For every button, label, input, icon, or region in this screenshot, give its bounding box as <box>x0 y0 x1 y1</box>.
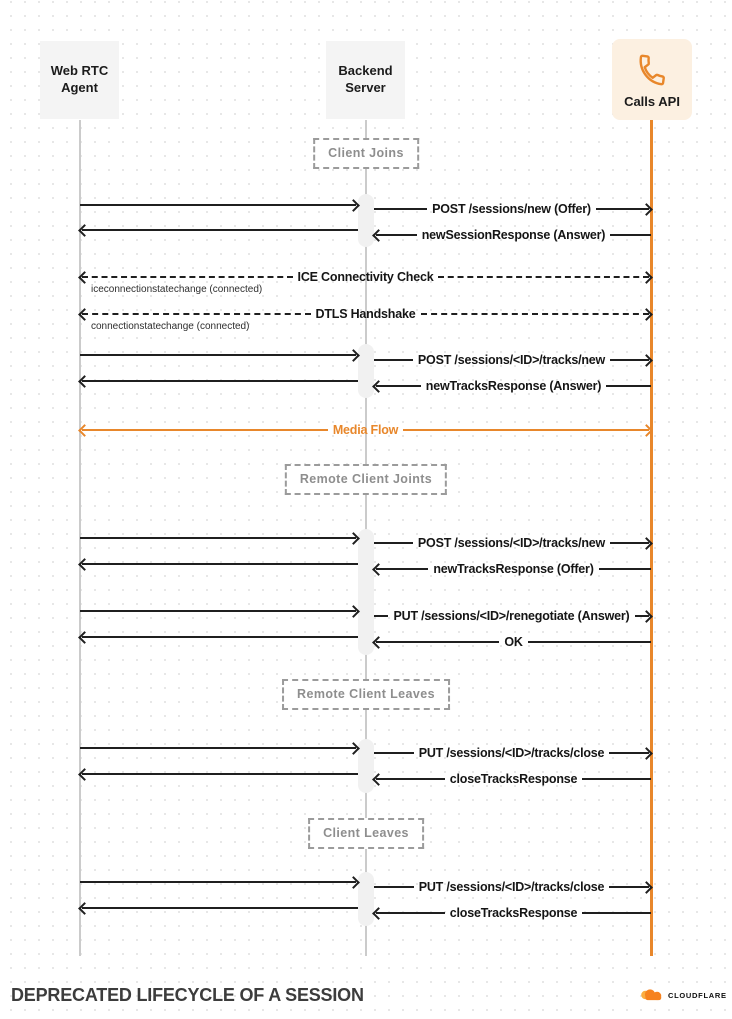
relay-request-arrow <box>80 738 358 758</box>
arrowhead-left-icon <box>78 558 91 571</box>
arrow-close-tracks-response <box>374 903 651 923</box>
event-sub-label: connectionstatechange (connected) <box>91 321 250 332</box>
arrow-new-tracks-response-answer <box>374 376 651 396</box>
activation-bar <box>358 529 374 655</box>
arrow-post-tracks-new <box>374 350 651 370</box>
relay-response-arrow <box>80 554 358 574</box>
message-label: POST /sessions/<ID>/tracks/new <box>417 535 606 550</box>
relay-response-arrow <box>80 627 358 647</box>
arrowhead-right-icon <box>347 532 360 545</box>
relay-request-arrow <box>80 872 358 892</box>
message-label: DTLS Handshake <box>315 306 416 321</box>
message-label: PUT /sessions/<ID>/tracks/close <box>418 745 605 760</box>
message-label: POST /sessions/<ID>/tracks/new <box>417 352 606 367</box>
arrow-line <box>80 204 356 206</box>
arrow-put-renegotiate <box>374 606 651 626</box>
arrowhead-right-icon <box>640 537 653 550</box>
event-sub-label: iceconnectionstatechange (connected) <box>91 284 263 295</box>
arrowhead-right-icon <box>347 742 360 755</box>
arrowhead-left-icon <box>372 636 385 649</box>
arrow-ice-connectivity-check <box>80 267 651 295</box>
arrow-put-tracks-close <box>374 877 651 897</box>
section-client-leaves: Client Leaves <box>308 818 424 849</box>
actor-label: Backend Server <box>338 63 393 95</box>
relay-request-arrow <box>80 528 358 548</box>
brand-name: CLOUDFLARE <box>668 990 727 1000</box>
arrowhead-left-icon <box>78 902 91 915</box>
arrowhead-right-icon <box>347 199 360 212</box>
message-label: POST /sessions/new (Offer) <box>432 201 591 216</box>
activation-bar <box>358 739 374 793</box>
message-label: PUT /sessions/<ID>/renegotiate (Answer) <box>393 608 630 623</box>
arrowhead-left-icon <box>78 424 91 437</box>
arrowhead-left-icon <box>78 271 91 284</box>
arrowhead-right-icon <box>640 424 653 437</box>
message-label: Media Flow <box>332 422 399 437</box>
arrowhead-left-icon <box>372 229 385 242</box>
arrowhead-left-icon <box>372 380 385 393</box>
arrow-new-tracks-response-offer <box>374 559 651 579</box>
activation-bar <box>358 872 374 926</box>
arrow-put-tracks-close <box>374 743 651 763</box>
relay-response-arrow <box>80 220 358 240</box>
arrowhead-left-icon <box>372 773 385 786</box>
arrowhead-right-icon <box>640 747 653 760</box>
actor-backend-server <box>326 41 405 119</box>
arrow-post-sessions-new <box>374 199 651 219</box>
arrowhead-right-icon <box>347 605 360 618</box>
message-label: OK <box>504 634 523 649</box>
message-label: PUT /sessions/<ID>/tracks/close <box>418 879 605 894</box>
relay-response-arrow <box>80 371 358 391</box>
arrow-dtls-handshake <box>80 304 651 332</box>
arrowhead-right-icon <box>640 271 653 284</box>
arrowhead-right-icon <box>347 349 360 362</box>
activation-bar <box>358 344 374 398</box>
arrowhead-left-icon <box>78 308 91 321</box>
cloudflare-logo <box>637 988 727 1002</box>
arrow-close-tracks-response <box>374 769 651 789</box>
relay-request-arrow <box>80 345 358 365</box>
arrowhead-right-icon <box>640 881 653 894</box>
arrow-new-session-response <box>374 225 651 245</box>
message-label: newTracksResponse (Offer) <box>433 561 594 576</box>
arrowhead-left-icon <box>78 224 91 237</box>
arrowhead-right-icon <box>640 203 653 216</box>
relay-request-arrow <box>80 195 358 215</box>
arrowhead-left-icon <box>372 907 385 920</box>
phone-icon <box>635 53 669 87</box>
cloudflare-cloud-icon <box>637 988 665 1002</box>
actor-label: Web RTC Agent <box>50 63 109 95</box>
relay-request-arrow <box>80 601 358 621</box>
arrowhead-right-icon <box>640 610 653 623</box>
message-label: closeTracksResponse <box>449 771 578 786</box>
arrowhead-left-icon <box>372 563 385 576</box>
arrowhead-left-icon <box>78 375 91 388</box>
arrowhead-right-icon <box>347 876 360 889</box>
actor-calls-api <box>612 39 692 120</box>
arrow-post-tracks-new <box>374 533 651 553</box>
actor-label: Calls API <box>624 93 680 109</box>
arrow-media-flow <box>80 420 651 440</box>
relay-response-arrow <box>80 898 358 918</box>
message-label: closeTracksResponse <box>449 905 578 920</box>
activation-bar <box>358 194 374 247</box>
message-label: ICE Connectivity Check <box>297 269 434 284</box>
relay-response-arrow <box>80 764 358 784</box>
message-label: newTracksResponse (Answer) <box>425 378 602 393</box>
section-remote-client-joints: Remote Client Joints <box>285 464 447 495</box>
arrowhead-right-icon <box>640 308 653 321</box>
arrowhead-right-icon <box>640 354 653 367</box>
message-label: newSessionResponse (Answer) <box>421 227 606 242</box>
actor-webrtc-agent <box>40 41 119 119</box>
arrow-ok <box>374 632 651 652</box>
page-title: DEPRECATED LIFECYCLE OF A SESSION <box>11 985 364 1005</box>
arrowhead-left-icon <box>78 768 91 781</box>
section-remote-client-leaves: Remote Client Leaves <box>282 679 450 710</box>
section-client-joins: Client Joins <box>313 138 419 169</box>
arrowhead-left-icon <box>78 631 91 644</box>
